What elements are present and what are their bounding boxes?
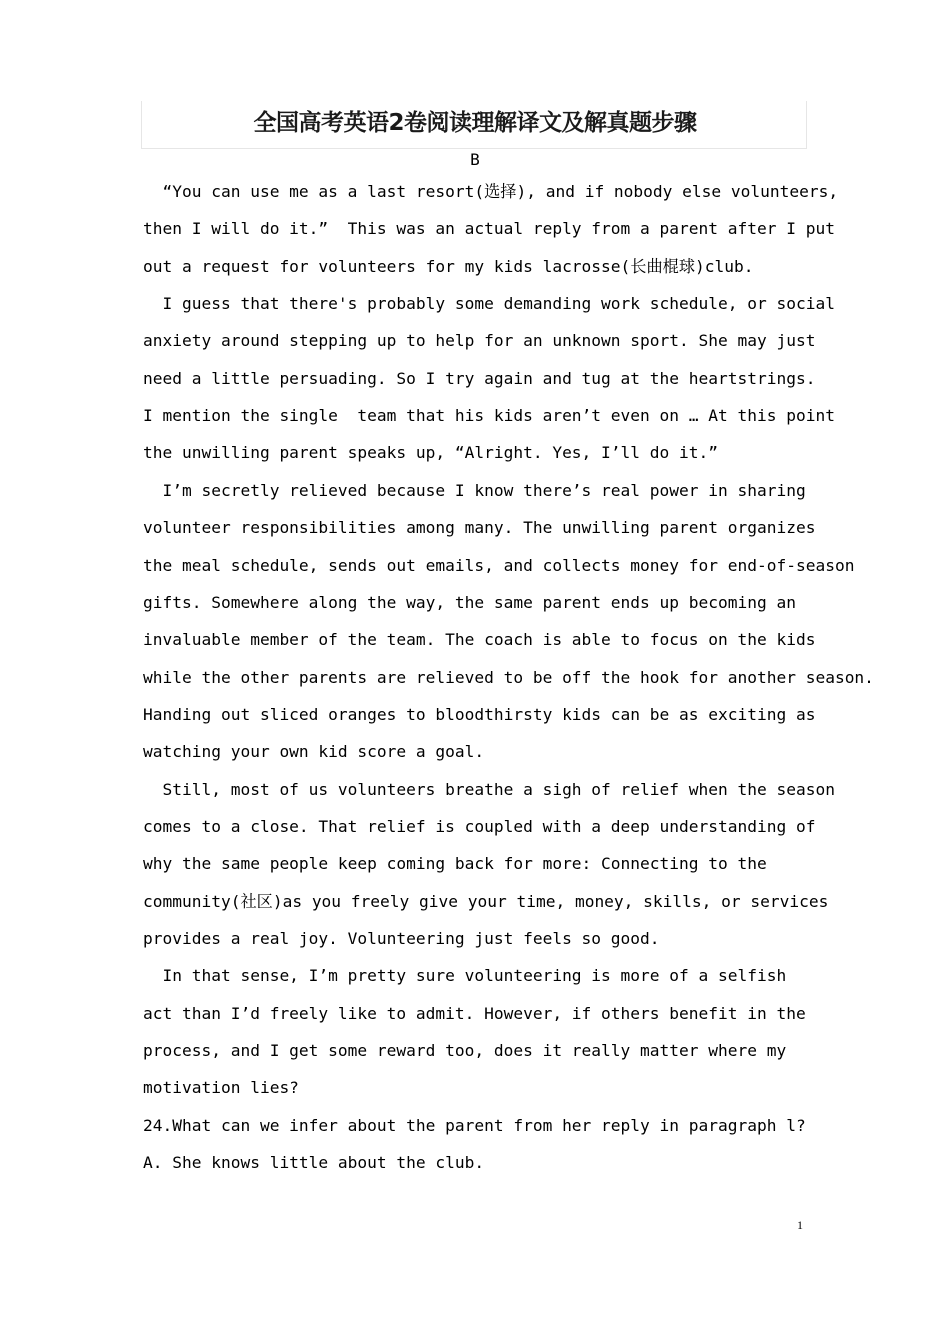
- text-line: In that sense, I’m pretty sure volunteering is more of a selfish: [143, 966, 787, 985]
- text-line: why the same people keep coming back for more: Connecting to the: [143, 854, 767, 873]
- text-line: gifts. Somewhere along the way, the same parent ends up becoming an: [143, 593, 796, 612]
- text-line: I mention the single team that his kids aren’t even on … At this point: [143, 406, 835, 425]
- text-line: watching your own kid score a goal.: [143, 742, 485, 761]
- text-line: community(社区)as you freely give your time, money, skills, or services: [143, 892, 829, 911]
- text-line: 24.What can we infer about the parent from her reply in paragraph l?: [143, 1116, 806, 1135]
- text-line: the meal schedule, sends out emails, and collects money for end-of-season: [143, 556, 855, 575]
- text-line: anxiety around stepping up to help for an unknown sport. She may just: [143, 331, 816, 350]
- text-line: A. She knows little about the club.: [143, 1153, 485, 1172]
- text-line: need a little persuading. So I try again and tug at the heartstrings.: [143, 369, 816, 388]
- text-line: comes to a close. That relief is coupled with a deep understanding of: [143, 817, 816, 836]
- text-line: then I will do it.” This was an actual reply from a parent after I put: [143, 219, 835, 238]
- text-line: provides a real joy. Volunteering just feels so good.: [143, 929, 660, 948]
- page-number: 1: [797, 1218, 803, 1232]
- text-line: I’m secretly relieved because I know there’s real power in sharing: [143, 481, 806, 500]
- text-line: Handing out sliced oranges to bloodthirsty kids can be as exciting as: [143, 705, 816, 724]
- text-line: act than I’d freely like to admit. However, if others benefit in the: [143, 1004, 806, 1023]
- text-line: motivation lies?: [143, 1078, 299, 1097]
- text-line: out a request for volunteers for my kids lacrosse(长曲棍球)club.: [143, 257, 754, 276]
- text-line: I guess that there's probably some demanding work schedule, or social: [143, 294, 835, 313]
- text-line: “You can use me as a last resort(选择), and if nobody else volunteers,: [143, 182, 839, 201]
- text-line: process, and I get some reward too, does it really matter where my: [143, 1041, 787, 1060]
- text-line: volunteer responsibilities among many. The unwilling parent organizes: [143, 518, 816, 537]
- text-line: the unwilling parent speaks up, “Alright. Yes, I’ll do it.”: [143, 443, 718, 462]
- page-title: 全国高考英语2卷阅读理解译文及解真题步骤: [253, 110, 697, 136]
- text-line: Still, most of us volunteers breathe a sigh of relief when the season: [143, 780, 835, 799]
- text-line: while the other parents are relieved to be off the hook for another season.: [143, 668, 874, 687]
- text-line: invaluable member of the team. The coach is able to focus on the kids: [143, 630, 816, 649]
- section-letter: B: [470, 150, 480, 169]
